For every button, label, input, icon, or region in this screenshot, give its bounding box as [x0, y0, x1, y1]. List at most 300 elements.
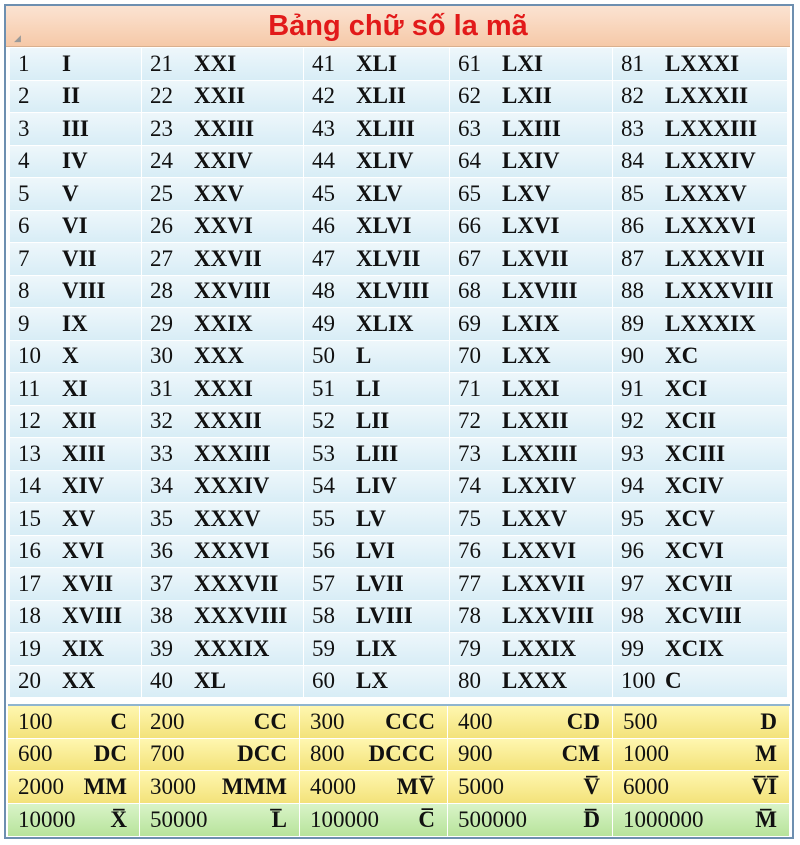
arabic-number: 6000 [623, 773, 669, 799]
roman-numeral: LXVI [502, 213, 560, 239]
roman-numeral: LXXV [502, 505, 568, 531]
arabic-number: 21 [150, 50, 173, 76]
roman-numeral: XXXVII [194, 570, 279, 596]
arabic-number: 55 [312, 505, 335, 531]
roman-numeral: D [760, 708, 777, 734]
roman-numeral: LXXXVI [665, 213, 756, 239]
table-cell [613, 568, 788, 601]
roman-numeral: XCIII [665, 440, 726, 466]
table-cell [304, 178, 450, 211]
arabic-number: 67 [458, 245, 481, 271]
arabic-number: 92 [621, 408, 644, 434]
table-cell [613, 276, 788, 309]
table-cell [10, 308, 142, 341]
arabic-number: 90 [621, 343, 644, 369]
table-cell [613, 739, 790, 772]
roman-numeral: LXIII [502, 115, 561, 141]
arabic-number: 57 [312, 570, 335, 596]
roman-numeral: LV [356, 505, 386, 531]
arabic-number: 73 [458, 440, 481, 466]
roman-numeral: LXVII [502, 245, 569, 271]
arabic-number: 100000 [310, 806, 379, 832]
roman-numeral: C [665, 668, 682, 694]
arabic-number: 27 [150, 245, 173, 271]
roman-numeral: MMM [221, 773, 287, 799]
table-cell [304, 308, 450, 341]
roman-numeral: LXXIII [502, 440, 578, 466]
arabic-number: 18 [18, 603, 41, 629]
roman-numeral: XLVI [356, 213, 412, 239]
table-cell [10, 406, 142, 439]
roman-numeral: M̅ [755, 806, 777, 832]
table-cell [450, 503, 613, 536]
roman-numeral: LXXXV [665, 180, 747, 206]
arabic-number: 85 [621, 180, 644, 206]
table-cell [8, 739, 140, 772]
arabic-number: 58 [312, 603, 335, 629]
roman-numeral: XLIII [356, 115, 415, 141]
table-cell [10, 341, 142, 374]
arabic-number: 48 [312, 278, 335, 304]
roman-numeral: V̅I̅ [751, 773, 777, 799]
table-cell [450, 601, 613, 634]
arabic-number: 700 [150, 741, 185, 767]
arabic-number: 24 [150, 148, 173, 174]
table-cell [613, 633, 788, 666]
arabic-number: 900 [458, 741, 493, 767]
arabic-number: 61 [458, 50, 481, 76]
roman-numeral: V [62, 180, 79, 206]
arabic-number: 31 [150, 375, 173, 401]
roman-numeral: XX [62, 668, 96, 694]
table-cell [140, 706, 300, 739]
arabic-number: 94 [621, 473, 644, 499]
table-cell [613, 341, 788, 374]
roman-numeral: V̅ [583, 773, 600, 799]
arabic-number: 50 [312, 343, 335, 369]
roman-numeral: XXXVI [194, 538, 270, 564]
table-cell [304, 568, 450, 601]
roman-numeral: LVII [356, 570, 404, 596]
table-cell [450, 536, 613, 569]
table-cell [142, 601, 304, 634]
roman-numeral: XLIV [356, 148, 414, 174]
arabic-number: 13 [18, 440, 41, 466]
table-cell [450, 146, 613, 179]
arabic-number: 800 [310, 741, 345, 767]
arabic-number: 5000 [458, 773, 504, 799]
arabic-number: 86 [621, 213, 644, 239]
roman-numeral: LXX [502, 343, 551, 369]
table-cell [450, 211, 613, 244]
table-cell [613, 373, 788, 406]
table-cell [142, 243, 304, 276]
arabic-number: 34 [150, 473, 173, 499]
table-cell [300, 706, 448, 739]
table-cell [448, 706, 613, 739]
table-cell [613, 178, 788, 211]
arabic-number: 91 [621, 375, 644, 401]
arabic-number: 76 [458, 538, 481, 564]
roman-numeral: DC [93, 741, 127, 767]
table-cell [450, 406, 613, 439]
table-cell [450, 438, 613, 471]
arabic-number: 4 [18, 148, 30, 174]
table-cell [613, 536, 788, 569]
table-cell [142, 48, 304, 81]
arabic-number: 63 [458, 115, 481, 141]
table-cell [304, 666, 450, 699]
roman-numeral: LXXIX [502, 635, 577, 661]
arabic-number: 500000 [458, 806, 527, 832]
roman-numeral: XXXIII [194, 440, 271, 466]
roman-numeral: IV [62, 148, 88, 174]
arabic-number: 53 [312, 440, 335, 466]
roman-numeral: LXXXII [665, 83, 749, 109]
arabic-number: 52 [312, 408, 335, 434]
table-cell [10, 536, 142, 569]
arabic-number: 70 [458, 343, 481, 369]
roman-numeral: XXXVIII [194, 603, 288, 629]
arabic-number: 16 [18, 538, 41, 564]
roman-numeral: XCIX [665, 635, 724, 661]
arabic-number: 100 [621, 668, 656, 694]
table-cell [613, 243, 788, 276]
table-cell [304, 406, 450, 439]
roman-numeral: CCC [385, 708, 435, 734]
table-cell [300, 804, 448, 837]
table-cell [142, 81, 304, 114]
table-cell [448, 771, 613, 804]
arabic-number: 43 [312, 115, 335, 141]
table-cell [450, 113, 613, 146]
roman-numeral: XXXIX [194, 635, 270, 661]
roman-numeral: XXXV [194, 505, 261, 531]
arabic-number: 69 [458, 310, 481, 336]
roman-numeral: LVI [356, 538, 395, 564]
table-cell [10, 568, 142, 601]
table-cell [142, 568, 304, 601]
arabic-number: 79 [458, 635, 481, 661]
table-cell [450, 81, 613, 114]
table-cell [142, 276, 304, 309]
table-cell [613, 666, 788, 699]
table-cell [300, 771, 448, 804]
arabic-number: 17 [18, 570, 41, 596]
title-bar [6, 6, 790, 47]
arabic-number: 50000 [150, 806, 208, 832]
roman-numeral: XXVI [194, 213, 253, 239]
roman-numeral: XXVII [194, 245, 262, 271]
roman-numeral: XXXIV [194, 473, 270, 499]
table-cell [140, 739, 300, 772]
roman-numeral: XCI [665, 375, 708, 401]
table-cell [10, 438, 142, 471]
table-cell [304, 471, 450, 504]
arabic-number: 68 [458, 278, 481, 304]
roman-numeral: X [62, 343, 79, 369]
arabic-number: 26 [150, 213, 173, 239]
arabic-number: 98 [621, 603, 644, 629]
roman-numeral: LVIII [356, 603, 413, 629]
table-cell [10, 243, 142, 276]
arabic-number: 77 [458, 570, 481, 596]
arabic-number: 93 [621, 440, 644, 466]
roman-numeral: L̅ [271, 806, 287, 832]
table-cell [450, 308, 613, 341]
table-cell [450, 568, 613, 601]
roman-numeral: XXIII [194, 115, 255, 141]
roman-numeral: X̅ [110, 806, 127, 832]
arabic-number: 29 [150, 310, 173, 336]
arabic-number: 15 [18, 505, 41, 531]
table-cell [448, 739, 613, 772]
table-cell [142, 341, 304, 374]
table-cell [450, 633, 613, 666]
roman-numeral: LXXIV [502, 473, 577, 499]
table-cell [10, 471, 142, 504]
arabic-number: 100 [18, 708, 53, 734]
arabic-number: 42 [312, 83, 335, 109]
table-cell [613, 503, 788, 536]
table-cell [450, 666, 613, 699]
resize-corner-icon: ◢ [14, 34, 21, 44]
arabic-number: 39 [150, 635, 173, 661]
arabic-number: 40 [150, 668, 173, 694]
table-cell [142, 211, 304, 244]
roman-numeral: III [62, 115, 89, 141]
table-cell [10, 146, 142, 179]
roman-numeral: VI [62, 213, 88, 239]
roman-numeral: XXIX [194, 310, 253, 336]
arabic-number: 7 [18, 245, 30, 271]
large-numbers-table [8, 804, 790, 837]
roman-numeral: VII [62, 245, 97, 271]
arabic-number: 9 [18, 310, 30, 336]
arabic-number: 47 [312, 245, 335, 271]
arabic-number: 38 [150, 603, 173, 629]
table-cell [10, 81, 142, 114]
arabic-number: 1 [18, 50, 30, 76]
table-cell [450, 48, 613, 81]
arabic-number: 59 [312, 635, 335, 661]
table-cell [142, 146, 304, 179]
roman-numeral: XCVII [665, 570, 733, 596]
roman-numeral: L [356, 343, 372, 369]
roman-numeral: LI [356, 375, 381, 401]
arabic-number: 300 [310, 708, 345, 734]
table-cell [142, 503, 304, 536]
roman-numeral: XXIV [194, 148, 253, 174]
roman-numeral: XLV [356, 180, 403, 206]
roman-numeral: XCVI [665, 538, 724, 564]
arabic-number: 25 [150, 180, 173, 206]
roman-numeral: XL [194, 668, 226, 694]
roman-numeral: LXXVI [502, 538, 577, 564]
arabic-number: 74 [458, 473, 481, 499]
table-cell [304, 211, 450, 244]
arabic-number: 11 [18, 375, 41, 401]
table-cell [304, 48, 450, 81]
table-cell [613, 81, 788, 114]
roman-numeral: XXI [194, 50, 237, 76]
roman-numeral: LXXI [502, 375, 560, 401]
arabic-number: 51 [312, 375, 335, 401]
arabic-number: 2000 [18, 773, 64, 799]
roman-numeral: XCVIII [665, 603, 742, 629]
roman-numeral: LXXXVIII [665, 278, 774, 304]
table-cell [142, 536, 304, 569]
arabic-number: 10 [18, 343, 41, 369]
roman-numeral: XV [62, 505, 96, 531]
arabic-number: 96 [621, 538, 644, 564]
roman-numeral: XXVIII [194, 278, 271, 304]
table-cell [10, 48, 142, 81]
roman-numeral: LXIV [502, 148, 560, 174]
arabic-number: 600 [18, 741, 53, 767]
roman-numeral: DCCC [368, 741, 435, 767]
table-cell [304, 113, 450, 146]
arabic-number: 14 [18, 473, 41, 499]
table-cell [10, 211, 142, 244]
arabic-number: 99 [621, 635, 644, 661]
arabic-number: 5 [18, 180, 30, 206]
roman-numeral: II [62, 83, 80, 109]
table-cell [304, 243, 450, 276]
table-cell [304, 81, 450, 114]
table-cell [10, 503, 142, 536]
roman-numeral: LXXXI [665, 50, 740, 76]
arabic-number: 3000 [150, 773, 196, 799]
arabic-number: 8 [18, 278, 30, 304]
roman-numeral: XVIII [62, 603, 123, 629]
arabic-number: 62 [458, 83, 481, 109]
table-cell [8, 771, 140, 804]
roman-numeral: XIV [62, 473, 105, 499]
table-cell [450, 243, 613, 276]
table-cell [450, 373, 613, 406]
roman-numeral: M [755, 741, 777, 767]
roman-numeral: MV̅ [396, 773, 435, 799]
roman-numeral: LXII [502, 83, 552, 109]
roman-numeral: XVI [62, 538, 105, 564]
arabic-number: 66 [458, 213, 481, 239]
arabic-number: 56 [312, 538, 335, 564]
table-cell [142, 471, 304, 504]
roman-numeral: LXXXIX [665, 310, 756, 336]
roman-numeral: DCC [237, 741, 287, 767]
roman-numeral: XLVIII [356, 278, 430, 304]
roman-numeral: CM [561, 741, 600, 767]
roman-numeral: LXXVIII [502, 603, 595, 629]
roman-numeral: XXII [194, 83, 246, 109]
roman-numeral: XC [665, 343, 699, 369]
roman-numeral: XLI [356, 50, 397, 76]
arabic-number: 500 [623, 708, 658, 734]
hundreds-thousands-table [8, 706, 790, 804]
arabic-number: 97 [621, 570, 644, 596]
table-cell [613, 804, 790, 837]
arabic-number: 10000 [18, 806, 76, 832]
arabic-number: 88 [621, 278, 644, 304]
table-cell [10, 373, 142, 406]
table-cell [304, 503, 450, 536]
table-cell [10, 633, 142, 666]
arabic-number: 32 [150, 408, 173, 434]
table-cell [613, 308, 788, 341]
arabic-number: 72 [458, 408, 481, 434]
table-cell [142, 373, 304, 406]
roman-numeral: LXXX [502, 668, 568, 694]
table-cell [304, 536, 450, 569]
arabic-number: 46 [312, 213, 335, 239]
roman-numeral: LX [356, 668, 388, 694]
arabic-number: 37 [150, 570, 173, 596]
arabic-number: 200 [150, 708, 185, 734]
table-cell [304, 601, 450, 634]
roman-numeral: LXVIII [502, 278, 578, 304]
roman-numeral: LXXXVII [665, 245, 765, 271]
arabic-number: 30 [150, 343, 173, 369]
roman-numeral: XVII [62, 570, 114, 596]
arabic-number: 36 [150, 538, 173, 564]
roman-numeral: XI [62, 375, 88, 401]
table-cell [10, 666, 142, 699]
table-cell [10, 276, 142, 309]
table-cell [10, 178, 142, 211]
arabic-number: 1000 [623, 741, 669, 767]
table-cell [613, 601, 788, 634]
arabic-number: 12 [18, 408, 41, 434]
arabic-number: 89 [621, 310, 644, 336]
roman-numeral: LXXVII [502, 570, 586, 596]
roman-numeral: LIV [356, 473, 397, 499]
table-cell [613, 438, 788, 471]
roman-numeral: LIX [356, 635, 397, 661]
table-cell [142, 406, 304, 439]
arabic-number: 28 [150, 278, 173, 304]
table-cell [8, 706, 140, 739]
arabic-number: 33 [150, 440, 173, 466]
roman-numeral: XLIX [356, 310, 414, 336]
table-cell [448, 804, 613, 837]
arabic-number: 65 [458, 180, 481, 206]
table-cell [304, 146, 450, 179]
table-cell [142, 633, 304, 666]
roman-numeral: XCIV [665, 473, 724, 499]
table-cell [142, 438, 304, 471]
table-cell [304, 341, 450, 374]
roman-numeral: XXXI [194, 375, 253, 401]
arabic-number: 23 [150, 115, 173, 141]
arabic-number: 4000 [310, 773, 356, 799]
arabic-number: 87 [621, 245, 644, 271]
table-cell [450, 276, 613, 309]
roman-numeral: CD [566, 708, 600, 734]
arabic-number: 80 [458, 668, 481, 694]
arabic-number: 64 [458, 148, 481, 174]
roman-numeral: XCII [665, 408, 717, 434]
table-cell [10, 113, 142, 146]
roman-numeral: XIII [62, 440, 106, 466]
arabic-number: 22 [150, 83, 173, 109]
roman-numeral: XII [62, 408, 97, 434]
table-cell [613, 48, 788, 81]
roman-numeral: LXXXIV [665, 148, 756, 174]
arabic-number: 6 [18, 213, 30, 239]
arabic-number: 1000000 [623, 806, 704, 832]
table-cell [142, 308, 304, 341]
